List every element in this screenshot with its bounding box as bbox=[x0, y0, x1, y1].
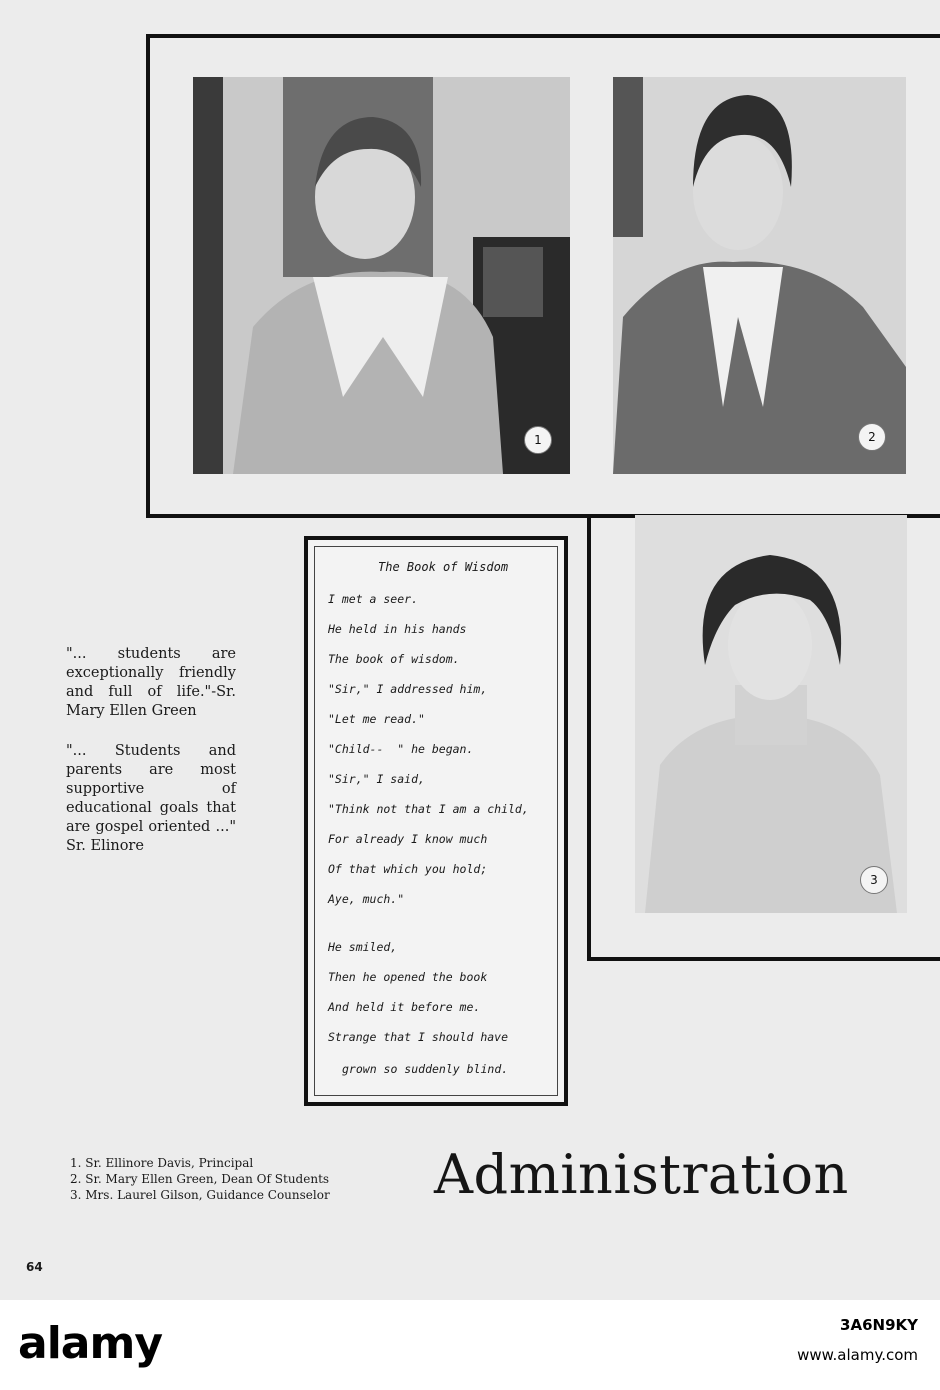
banner-url: www.alamy.com bbox=[797, 1346, 918, 1364]
caption-1: 1. Sr. Ellinore Davis, Principal bbox=[70, 1156, 254, 1170]
poem-line: And held it before me. bbox=[328, 1000, 481, 1014]
photo-number-badge-1: 1 bbox=[524, 426, 552, 454]
poem-line: "Think not that I am a child, bbox=[328, 802, 529, 816]
photo-dean bbox=[613, 77, 906, 474]
photo-principal bbox=[193, 77, 570, 474]
poem-line: For already I know much bbox=[328, 832, 488, 846]
page-number: 64 bbox=[26, 1260, 43, 1274]
poem-line: "Let me read." bbox=[328, 712, 425, 726]
quote-sr-elinore: "... Students and parents are most supportive of educational goals that are gospel oriented ..." Sr. Elinore bbox=[66, 743, 236, 854]
poem-line: Aye, much." bbox=[328, 892, 405, 906]
stock-banner bbox=[0, 1300, 940, 1390]
portrait-2-illustration bbox=[613, 77, 906, 474]
poem-line: He held in his hands bbox=[328, 622, 467, 636]
quote-mary-ellen-green: "... students are exceptionally friendly and full of life."-Sr. Mary Ellen Green bbox=[66, 646, 236, 719]
photo-number-badge-2: 2 bbox=[858, 423, 886, 451]
alamy-logo: alamy bbox=[18, 1318, 162, 1369]
poem-line: Of that which you hold; bbox=[328, 862, 488, 876]
portrait-1-illustration bbox=[193, 77, 570, 474]
photo-captions bbox=[70, 1155, 330, 1203]
photo-counselor bbox=[635, 515, 907, 913]
portrait-3-illustration bbox=[635, 515, 907, 913]
poem-line: I met a seer. bbox=[328, 592, 419, 606]
poem-line: He smiled, bbox=[328, 940, 398, 954]
poem-line: "Sir," I said, bbox=[328, 772, 425, 786]
photo-number-badge-3: 3 bbox=[860, 866, 888, 894]
caption-2: 2. Sr. Mary Ellen Green, Dean Of Students bbox=[70, 1172, 330, 1186]
image-id: 3A6N9KY bbox=[840, 1316, 918, 1334]
poem-line: Then he opened the book bbox=[328, 970, 488, 984]
poem-line: Strange that I should have bbox=[328, 1030, 509, 1044]
poem-line: The book of wisdom. bbox=[328, 652, 460, 666]
poem-box bbox=[304, 536, 568, 1106]
poem-line: "Child-- " he began. bbox=[328, 742, 474, 756]
poem-line: grown so suddenly blind. bbox=[342, 1062, 509, 1076]
poem-title: The Book of Wisdom bbox=[378, 560, 509, 574]
caption-3: 3. Mrs. Laurel Gilson, Guidance Counselor bbox=[70, 1188, 330, 1202]
poem-line: "Sir," I addressed him, bbox=[328, 682, 488, 696]
section-title: Administration bbox=[434, 1143, 849, 1206]
